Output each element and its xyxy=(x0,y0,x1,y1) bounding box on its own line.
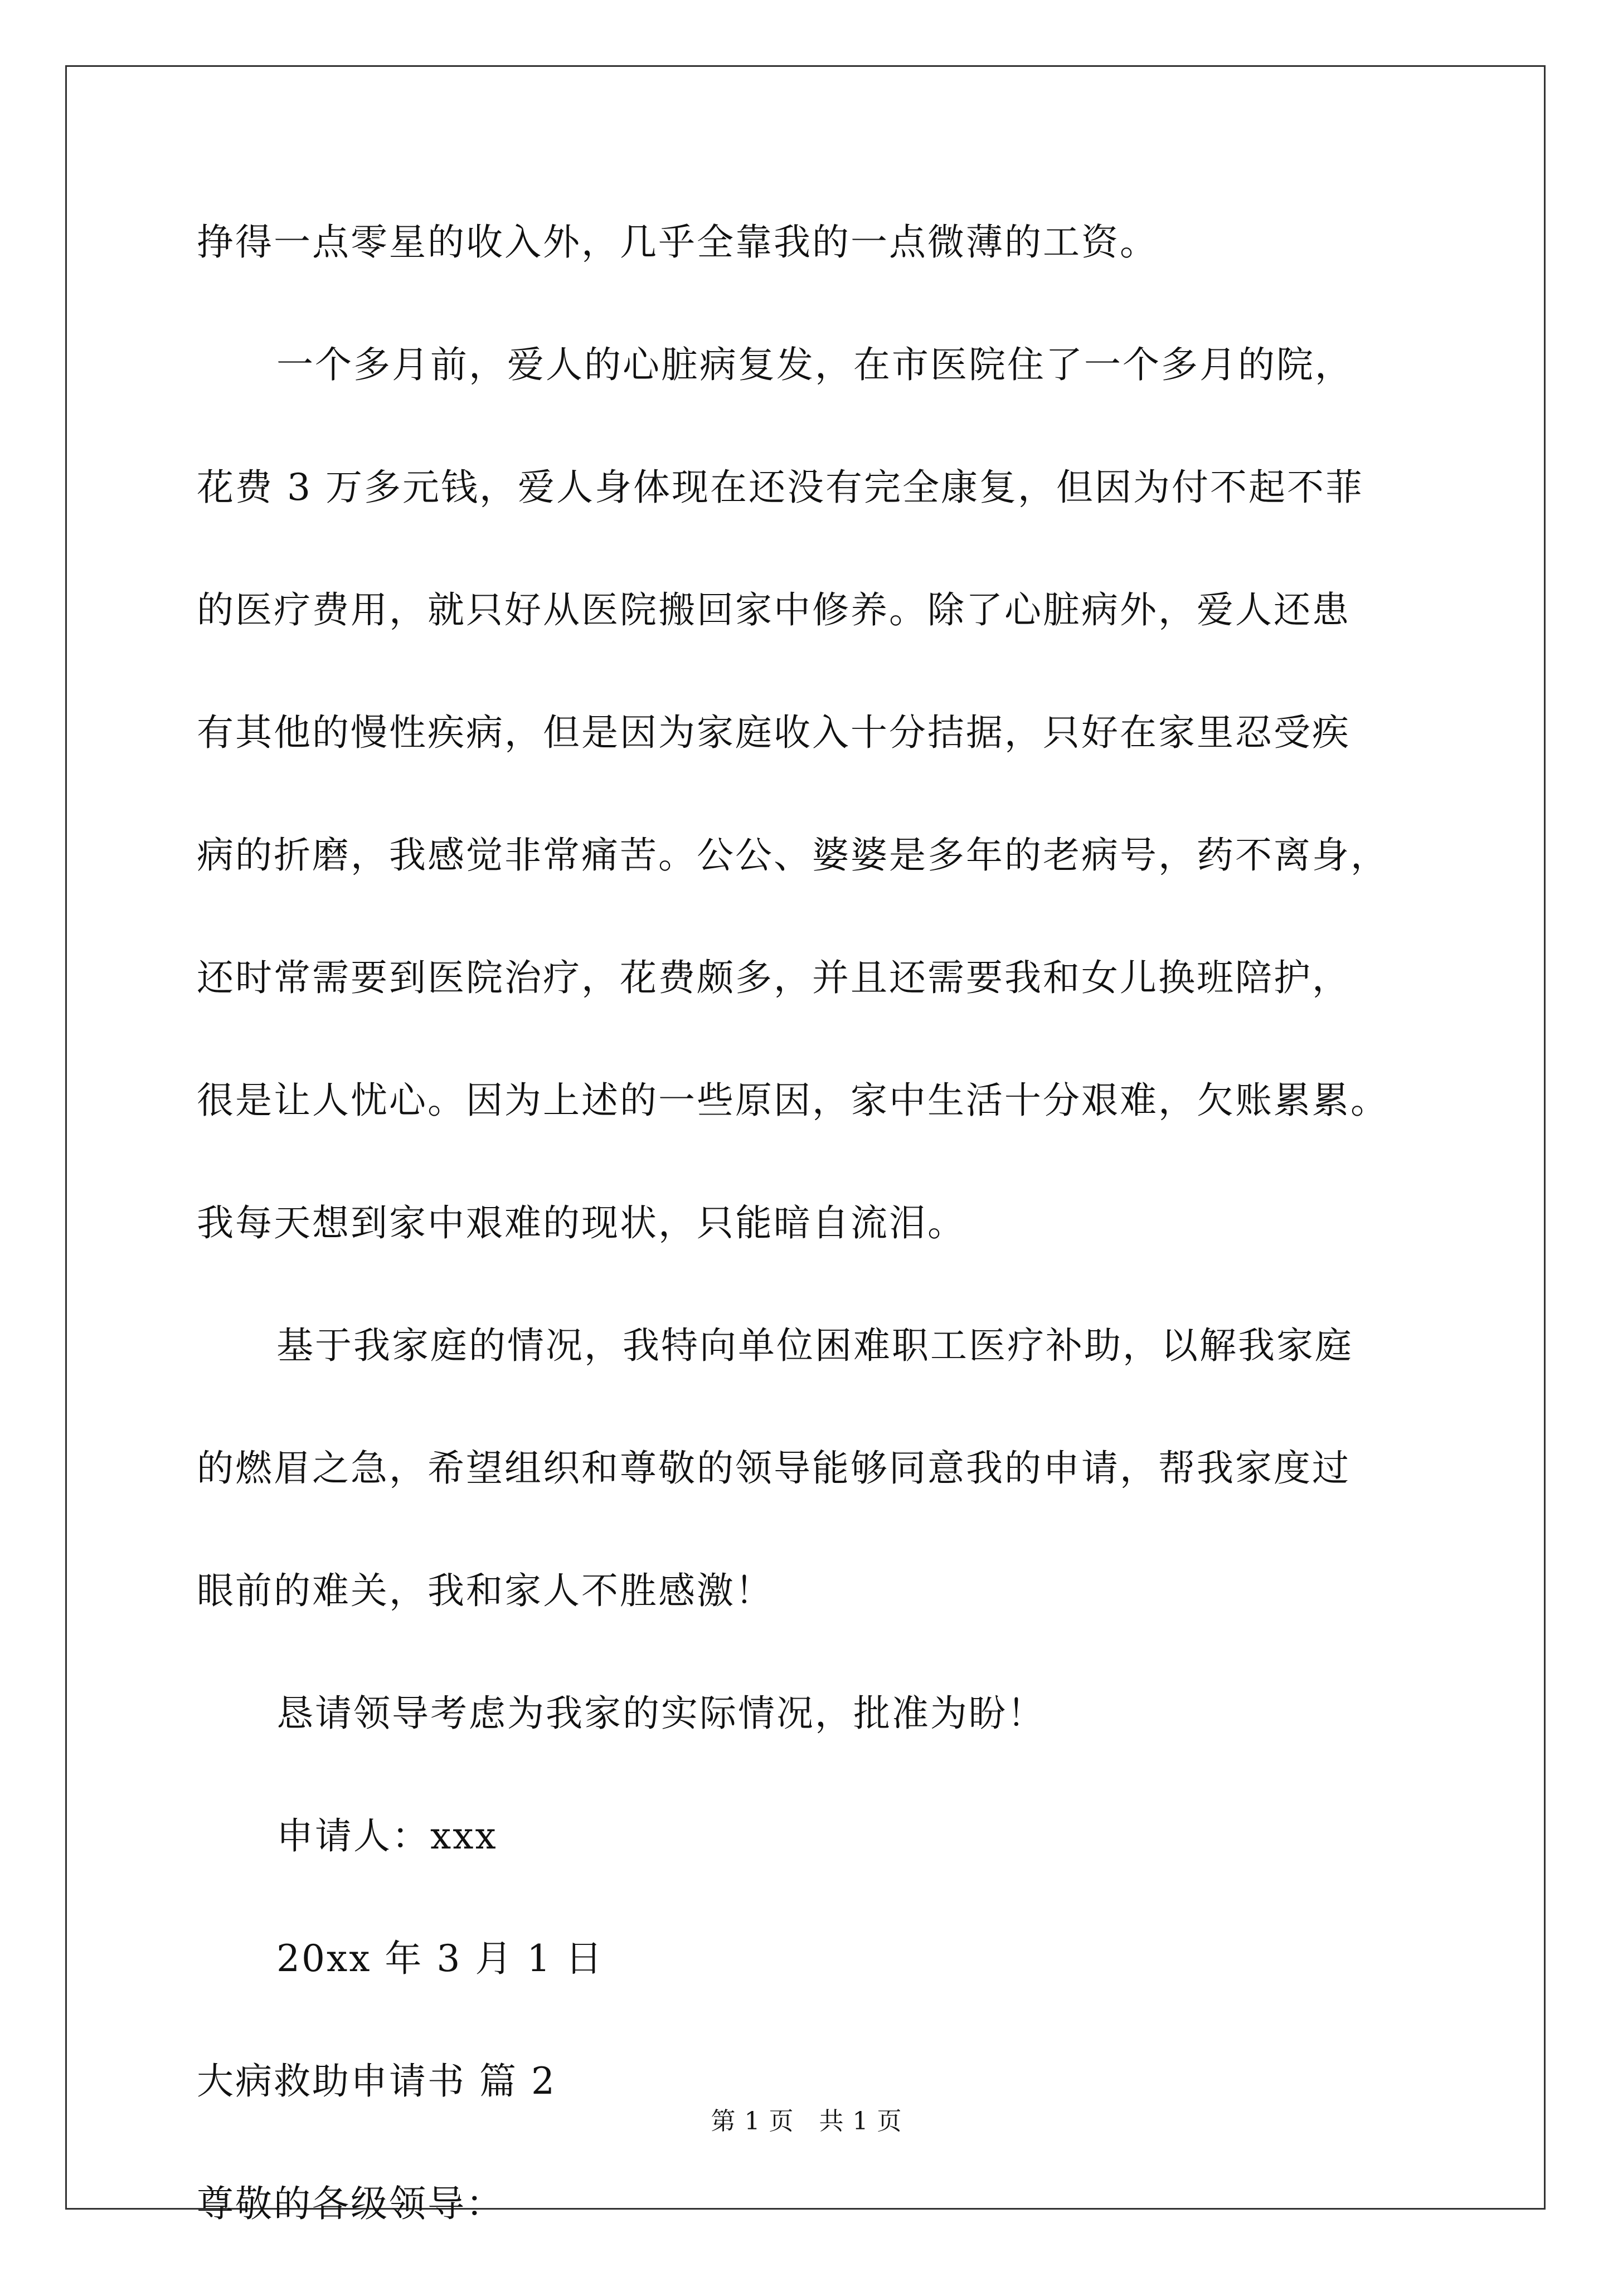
paragraph-line: 挣得一点零星的收入外，几乎全靠我的一点微薄的工资。 xyxy=(197,221,1158,264)
section-title: 大病救助申请书 篇 2 xyxy=(197,2060,556,2103)
paragraph-line: 花费 3 万多元钱，爱人身体现在还没有完全康复，但因为付不起不菲 xyxy=(197,466,1364,509)
page-footer: 第 1 页 共 1 页 xyxy=(711,2107,902,2136)
applicant-signature: 申请人：xxx xyxy=(276,1815,498,1857)
paragraph-line: 一个多月前，爱人的心脏病复发，在市医院住了一个多月的院， xyxy=(276,343,1353,386)
paragraph-line: 基于我家庭的情况，我特向单位困难职工医疗补助，以解我家庭 xyxy=(276,1324,1353,1367)
paragraph-line: 很是让人忧心。因为上述的一些原因，家中生活十分艰难，欠账累累。 xyxy=(197,1079,1389,1122)
paragraph-line: 眼前的难关，我和家人不胜感激！ xyxy=(197,1569,774,1612)
document-body xyxy=(197,212,1473,2296)
paragraph-line: 病的折磨，我感觉非常痛苦。公公、婆婆是多年的老病号，药不离身， xyxy=(197,834,1389,877)
paragraph-line: 还时常需要到医院治疗，花费颇多，并且还需要我和女儿换班陪护， xyxy=(197,956,1350,999)
paragraph-line: 的医疗费用，就只好从医院搬回家中修养。除了心脏病外，爱人还患 xyxy=(197,588,1350,631)
closing-request: 恳请领导考虑为我家的实际情况，批准为盼！ xyxy=(276,1692,1046,1735)
paragraph-line: 有其他的慢性疾病，但是因为家庭收入十分拮据，只好在家里忍受疾 xyxy=(197,711,1350,754)
salutation: 尊敬的各级领导： xyxy=(197,2182,504,2225)
paragraph-line: 的燃眉之急，希望组织和尊敬的领导能够同意我的申请，帮我家度过 xyxy=(197,1447,1350,1490)
application-date: 20xx 年 3 月 1 日 xyxy=(276,1937,604,1980)
paragraph-line: 我每天想到家中艰难的现状，只能暗自流泪。 xyxy=(197,1201,966,1244)
